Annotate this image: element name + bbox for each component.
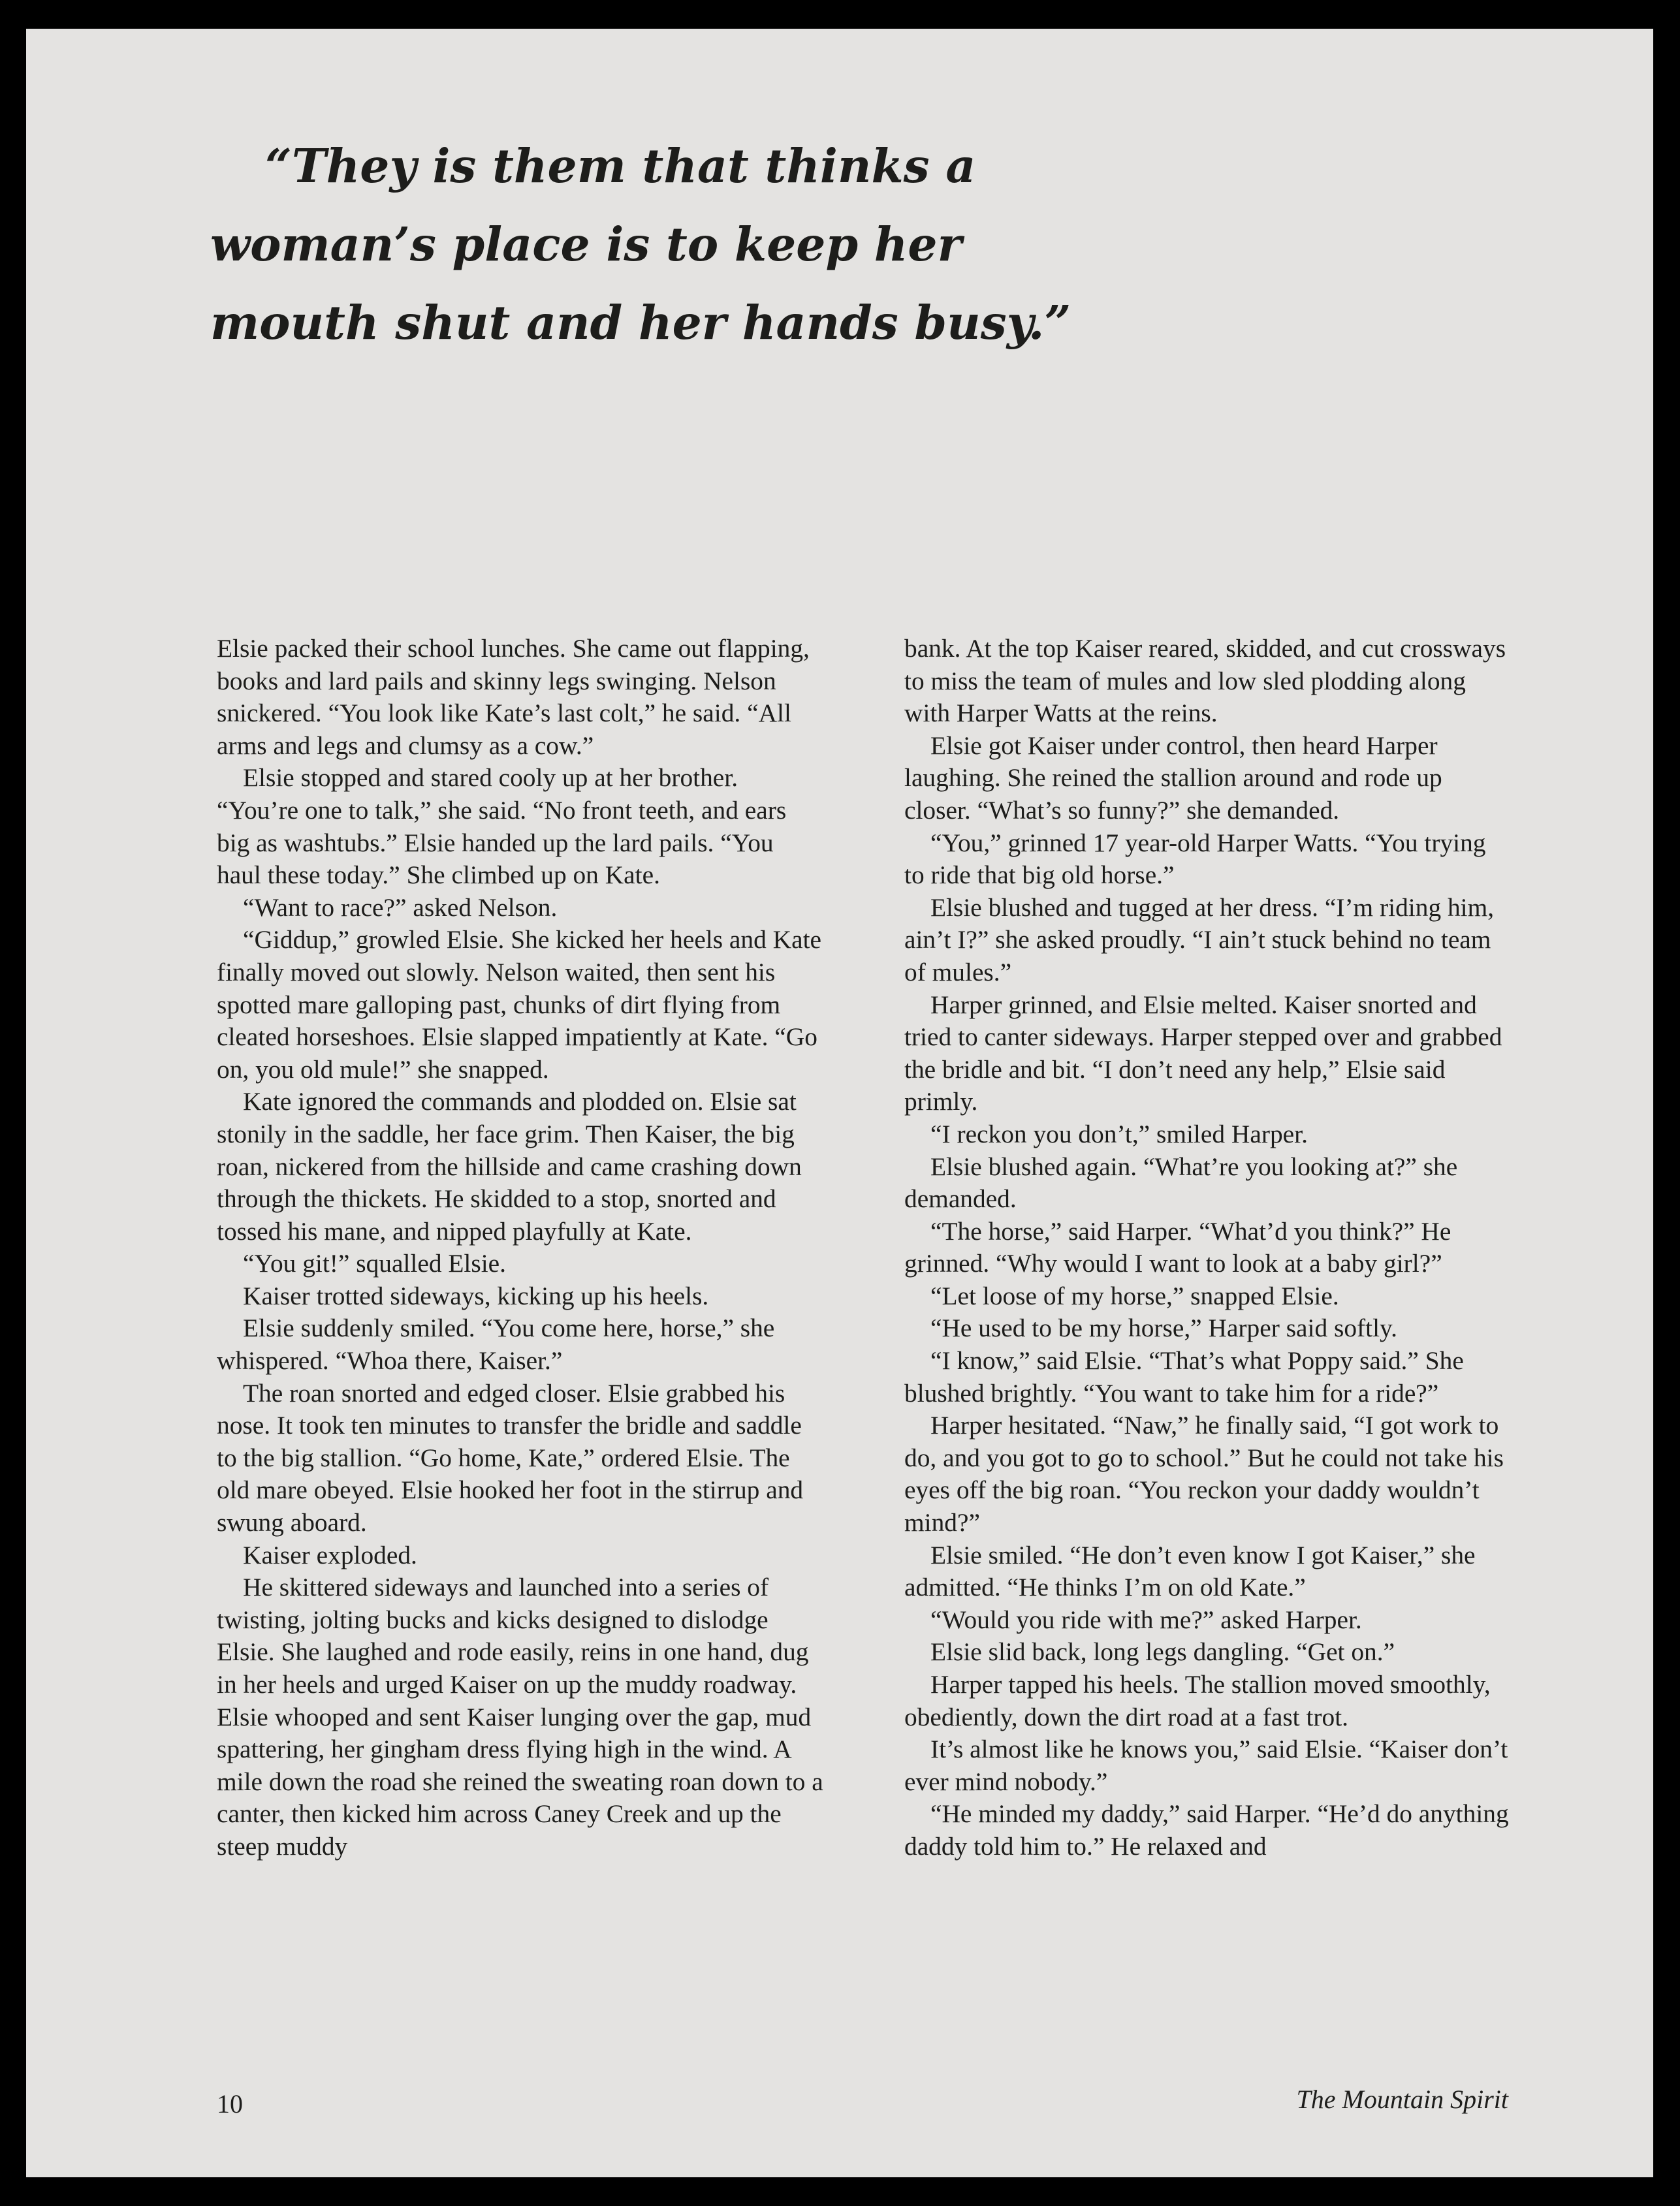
paragraph: “Would you ride with me?” asked Harper.	[930, 1605, 1362, 1634]
paragraph: “You git!” squalled Elsie.	[243, 1249, 506, 1278]
paragraph: “I reckon you don’t,” smiled Harper.	[930, 1119, 1308, 1148]
paragraph: Harper tapped his heels. The stallion moved smoothly, obediently, down the dirt road at a fast trot.	[904, 1670, 1491, 1731]
paragraph: “He used to be my horse,” Harper said softly.	[930, 1314, 1398, 1343]
paragraph: Elsie blushed and tugged at her dress. “I’m riding him, ain’t I?” she asked proudly. “I ain’t stuck behind no team of mules.”	[904, 892, 1495, 986]
paragraph: Elsie smiled. “He don’t even know I got Kaiser,” she admitted. “He thinks I’m on old Kate.”	[904, 1540, 1476, 1602]
pull-quote-line: mouth shut and her hands busy.”	[210, 295, 1071, 350]
pull-quote-line: “They is them that thinks a	[265, 138, 976, 193]
paragraph: Elsie slid back, long legs dangling. “Get on.”	[930, 1637, 1395, 1667]
paragraph: Elsie suddenly smiled. “You come here, horse,” she whispered. “Whoa there, Kaiser.”	[217, 1314, 775, 1376]
paragraph: He skittered sideways and launched into a series of twisting, jolting bucks and kicks designed to dislodge Elsie. She laughed and rode easily, reins in one hand, dug in her heels and urged Kaiser on up the muddy roadway. Elsie whooped and sent Kaiser lunging over the gap, mud spattering, her gingham dress flying high in the wind. A mile down the road she reined the sweating roan down to a canter, then kicked him across Caney Creek and up the steep muddy	[217, 1573, 823, 1861]
paragraph: “Giddup,” growled Elsie. She kicked her heels and Kate finally moved out slowly. Nelson waited, then sent his spotted mare galloping past, chunks of dirt flying from cleated horseshoes. Elsie slapped impatiently at Kate. “Go on, you old mule!” she snapped.	[217, 925, 822, 1084]
paragraph: “Want to race?” asked Nelson.	[243, 892, 558, 922]
magazine-page	[26, 29, 1653, 2177]
page-number: 10	[217, 2089, 243, 2119]
paragraph: “He minded my daddy,” said Harper. “He’d do anything daddy told him to.” He relaxed and	[904, 1799, 1509, 1861]
paragraph: “Let loose of my horse,” snapped Elsie.	[930, 1281, 1339, 1310]
paragraph: bank. At the top Kaiser reared, skidded, and cut crossways to miss the team of mules and low sled plodding along with Harper Watts at the reins.	[904, 634, 1506, 728]
paragraph: Elsie packed their school lunches. She came out flapping, books and lard pails and skinny legs swinging. Nelson snickered. “You look like Kate’s last colt,” he said. “All arms and legs and clumsy as a cow.”	[217, 634, 810, 760]
publication-title: The Mountain Spirit	[1296, 2085, 1508, 2114]
paragraph: It’s almost like he knows you,” said Elsie. “Kaiser don’t ever mind nobody.”	[904, 1735, 1508, 1796]
paragraph: Harper hesitated. “Naw,” he finally said, “I got work to do, and you got to go to school.” But he could not take his eyes off the big roan. “You reckon your daddy wouldn’t mind?”	[904, 1411, 1504, 1537]
paragraph: Kate ignored the commands and plodded on. Elsie sat stonily in the saddle, her face grim. Then Kaiser, the big roan, nickered from the hillside and came crashing down through the thickets. He skidded to a stop, snorted and tossed his mane, and nipped playfully at Kate.	[217, 1087, 802, 1246]
paragraph: “I know,” said Elsie. “That’s what Poppy said.” She blushed brightly. “You want to take him for a ride?”	[904, 1346, 1464, 1408]
paragraph: “The horse,” said Harper. “What’d you think?” He grinned. “Why would I want to look at a baby girl?”	[904, 1216, 1451, 1278]
paragraph: “You,” grinned 17 year-old Harper Watts. “You trying to ride that big old horse.”	[904, 828, 1486, 890]
paragraph: Kaiser exploded.	[243, 1540, 417, 1569]
paragraph: Elsie got Kaiser under control, then heard Harper laughing. She reined the stallion around and rode up closer. “What’s so funny?” she demanded.	[904, 731, 1442, 825]
left-column	[217, 633, 824, 1863]
pull-quote-line: woman’s place is to keep her	[210, 217, 962, 272]
right-column	[904, 633, 1512, 1863]
paragraph: Elsie blushed again. “What’re you looking at?” she demanded.	[904, 1152, 1458, 1214]
paragraph: Kaiser trotted sideways, kicking up his heels.	[243, 1281, 709, 1310]
pull-quote	[210, 127, 1071, 362]
paragraph: Harper grinned, and Elsie melted. Kaiser snorted and tried to canter sideways. Harper stepped over and grabbed the bridle and bit. “I don’t need any help,” Elsie said primly.	[904, 990, 1502, 1116]
paragraph: Elsie stopped and stared cooly up at her brother. “You’re one to talk,” she said. “No front teeth, and ears big as washtubs.” Elsie handed up the lard pails. “You haul these today.” She climbed up on Kate.	[217, 763, 787, 890]
paragraph: The roan snorted and edged closer. Elsie grabbed his nose. It took ten minutes to transfer the bridle and saddle to the big stallion. “Go home, Kate,” ordered Elsie. The old mare obeyed. Elsie hooked her foot in the stirrup and swung aboard.	[217, 1378, 804, 1537]
